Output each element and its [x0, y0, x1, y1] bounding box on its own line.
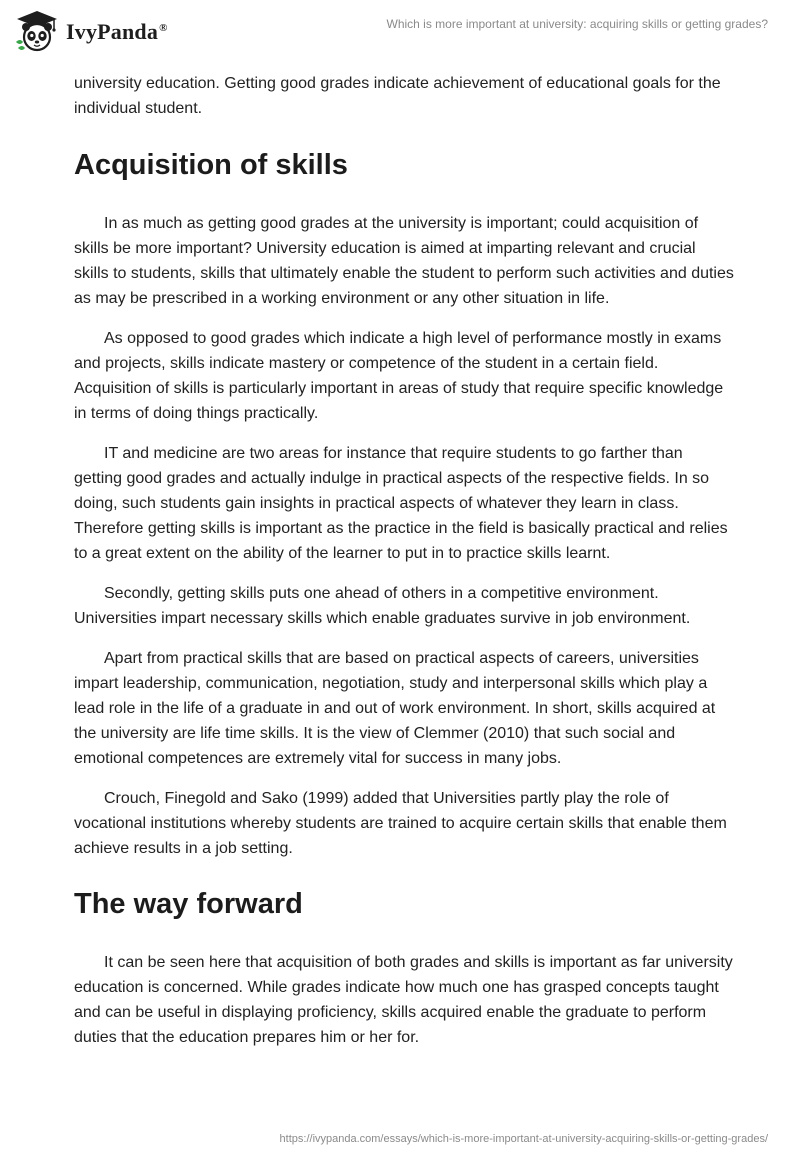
panda-graduate-logo-icon: [14, 8, 60, 54]
skills-paragraph-4: Secondly, getting skills puts one ahead of others in a competitive environment. Universities impart necessary skills which enable graduates survive in job environment.: [74, 585, 691, 627]
page-header: [0, 0, 800, 60]
essay-content: [74, 71, 734, 1065]
brand-name: IvyPanda®: [66, 19, 168, 44]
skills-paragraph-2: As opposed to good grades which indicate a high level of performance mostly in exams and projects, skills indicate mastery or competence of the student in a certain field. Acquisition of skills is particularly important in areas of study that require specific knowledge in terms of doing things practically.: [74, 330, 724, 422]
skills-paragraph-3: IT and medicine are two areas for instance that require students to go farther than getting good grades and actually indulge in practical aspects of the respective fields. In so doing, such students gain insights in practical aspects of whatever they learn in class. Therefore getting skills is important as the practice in the field is basically practical and relies to a great extent on the ability of the learner to put in to practice skills learnt.: [74, 445, 728, 562]
intro-paragraph: university education. Getting good grades indicate achievement of educational goals for the individual student.: [74, 75, 721, 117]
heading-acquisition-of-skills: Acquisition of skills: [74, 149, 348, 181]
registered-mark: ®: [159, 21, 168, 34]
forward-paragraph-1: It can be seen here that acquisition of both grades and skills is important as far university education is concerned. While grades indicate how much one has grasped concepts taught and can be useful in displaying proficiency, skills acquired enable the graduate to perform duties that the education prepares him or her for.: [74, 954, 733, 1046]
skills-paragraph-5: Apart from practical skills that are based on practical aspects of careers, universities impart leadership, communication, negotiation, study and interpersonal skills which play a lead role in the life of a graduate in and out of work environment. In short, skills acquired at the university are life time skills. It is the view of Clemmer (2010) that such social and emotional competences are extremely vital for success in many jobs.: [74, 650, 716, 767]
source-url[interactable]: https://ivypanda.com/essays/which-is-more-important-at-university-acquiring-skills-or-getting-grades/: [279, 1133, 768, 1145]
ivypanda-logo[interactable]: [14, 8, 168, 54]
skills-paragraph-6: Crouch, Finegold and Sako (1999) added that Universities partly play the role of vocational institutions whereby students are trained to acquire certain skills that enable them achieve results in a job setting.: [74, 790, 727, 857]
skills-paragraph-1: In as much as getting good grades at the university is important; could acquisition of skills be more important? University education is aimed at imparting relevant and crucial skills to students, skills that ultimately enable the student to perform such activities and duties as may be prescribed in a working environment or any other situation in life.: [74, 215, 734, 307]
essay-title-header: Which is more important at university: acquiring skills or getting grades?: [386, 17, 768, 31]
heading-the-way-forward: The way forward: [74, 888, 303, 920]
